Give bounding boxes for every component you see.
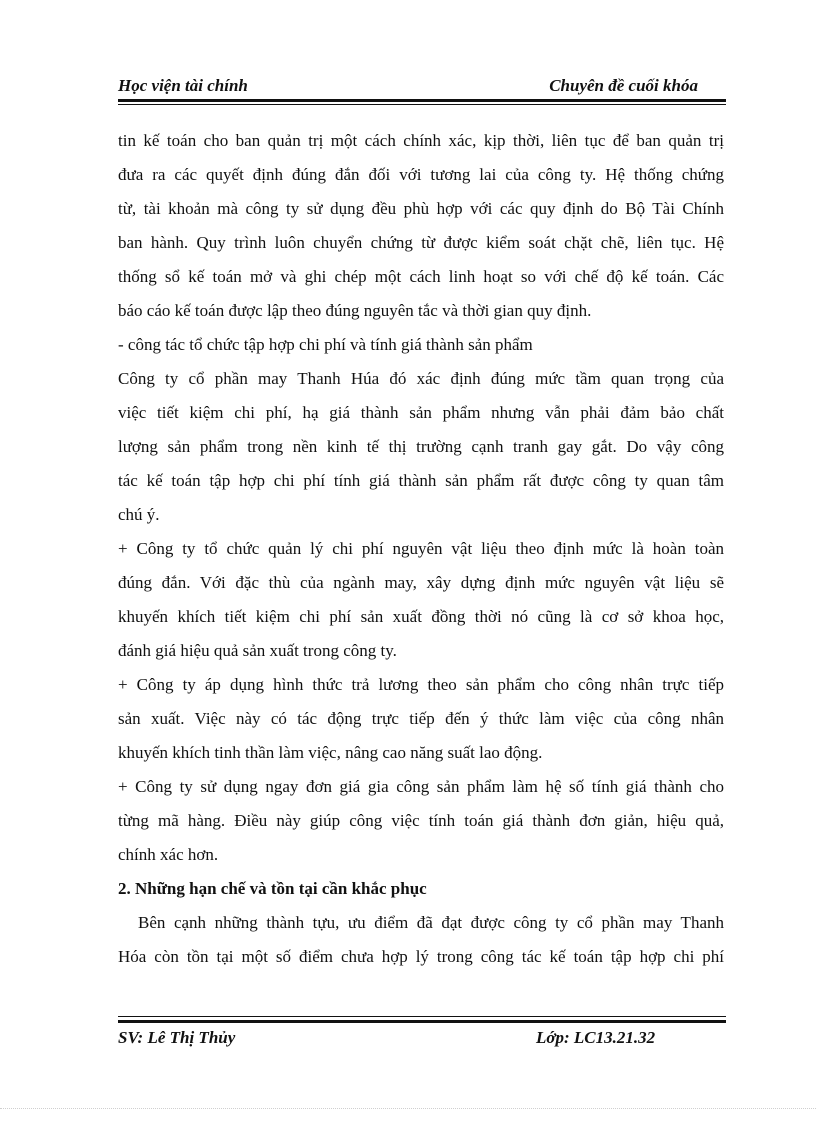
- page-header: [118, 74, 726, 98]
- body-line: Hóa còn tồn tại một số điểm chưa hợp lý trong công tác kế toán tập hợp chi phí: [118, 947, 724, 966]
- body-line: việc tiết kiệm chi phí, hạ giá thành sản phẩm nhưng vẫn phải đảm bảo chất: [118, 403, 724, 422]
- header-document-type: Chuyên đề cuối khóa: [549, 76, 698, 95]
- body-line: chính xác hơn.: [118, 845, 219, 864]
- body-line: ban hành. Quy trình luôn chuyển chứng từ được kiểm soát chặt chẽ, liên tục. Hệ: [118, 233, 724, 252]
- body-line: khuyến khích tinh thần làm việc, nâng cao năng suất lao động.: [118, 743, 543, 762]
- body-line: từ, tài khoản mà công ty sử dụng đều phù hợp với các quy định do Bộ Tài Chính: [118, 199, 724, 218]
- body-line: báo cáo kế toán được lập theo đúng nguyên tắc và thời gian quy định.: [118, 301, 592, 320]
- body-line: Bên cạnh những thành tựu, ưu điểm đã đạt được công ty cổ phần may Thanh: [138, 913, 724, 932]
- footer-student-name: SV: Lê Thị Thủy: [118, 1028, 236, 1047]
- body-line: đưa ra các quyết định đúng đắn đối với tương lai của công ty. Hệ thống chứng: [118, 165, 724, 184]
- header-institution: Học viện tài chính: [118, 76, 248, 95]
- body-line: tin kế toán cho ban quản trị một cách chính xác, kịp thời, liên tục để ban quản trị: [118, 131, 724, 150]
- footer-class-code: Lớp: LC13.21.32: [536, 1028, 656, 1047]
- section-heading: 2. Những hạn chế và tồn tại cần khắc phục: [118, 879, 427, 898]
- body-line: Công ty cổ phần may Thanh Húa đó xác định đúng mức tầm quan trọng của: [118, 369, 724, 388]
- page-footer: [118, 1028, 726, 1052]
- body-line: đúng đắn. Với đặc thù của ngành may, xây dựng định mức nguyên vật liệu sẽ: [118, 573, 724, 592]
- header-rule-thin: [118, 104, 726, 105]
- body-line: đánh giá hiệu quả sản xuất trong công ty.: [118, 641, 397, 660]
- footer-rule-thick: [118, 1020, 726, 1023]
- body-line: - công tác tổ chức tập hợp chi phí và tính giá thành sản phẩm: [118, 335, 533, 354]
- body-line: từng mã hàng. Điều này giúp công việc tính toán giá thành đơn giản, hiệu quả,: [118, 811, 724, 830]
- body-line: + Công ty áp dụng hình thức trả lương theo sản phẩm cho công nhân trực tiếp: [118, 675, 724, 694]
- page-bottom-edge: [0, 1108, 816, 1109]
- body-line: lượng sản phẩm trong nền kinh tế thị trường cạnh tranh gay gắt. Do vậy công: [118, 437, 724, 456]
- body-line: + Công ty tổ chức quản lý chi phí nguyên vật liệu theo định mức là hoàn toàn: [118, 539, 724, 558]
- body-line: + Công ty sử dụng ngay đơn giá gia công sản phẩm làm hệ số tính giá thành cho: [118, 777, 724, 796]
- body-line: sản xuất. Việc này có tác động trực tiếp đến ý thức làm việc của công nhân: [118, 709, 724, 728]
- body-line: tác kế toán tập hợp chi phí tính giá thành sản phẩm rất được công ty quan tâm: [118, 471, 724, 490]
- header-rule-thick: [118, 99, 726, 102]
- body-line: thống sổ kế toán mở và ghi chép một cách linh hoạt so với chế độ kế toán. Các: [118, 267, 724, 286]
- footer-rule-thin: [118, 1016, 726, 1017]
- body-line: chú ý.: [118, 505, 160, 524]
- body-text: [118, 124, 724, 974]
- body-line: khuyến khích tiết kiệm chi phí sản xuất đồng thời nó cũng là cơ sở khoa học,: [118, 607, 724, 626]
